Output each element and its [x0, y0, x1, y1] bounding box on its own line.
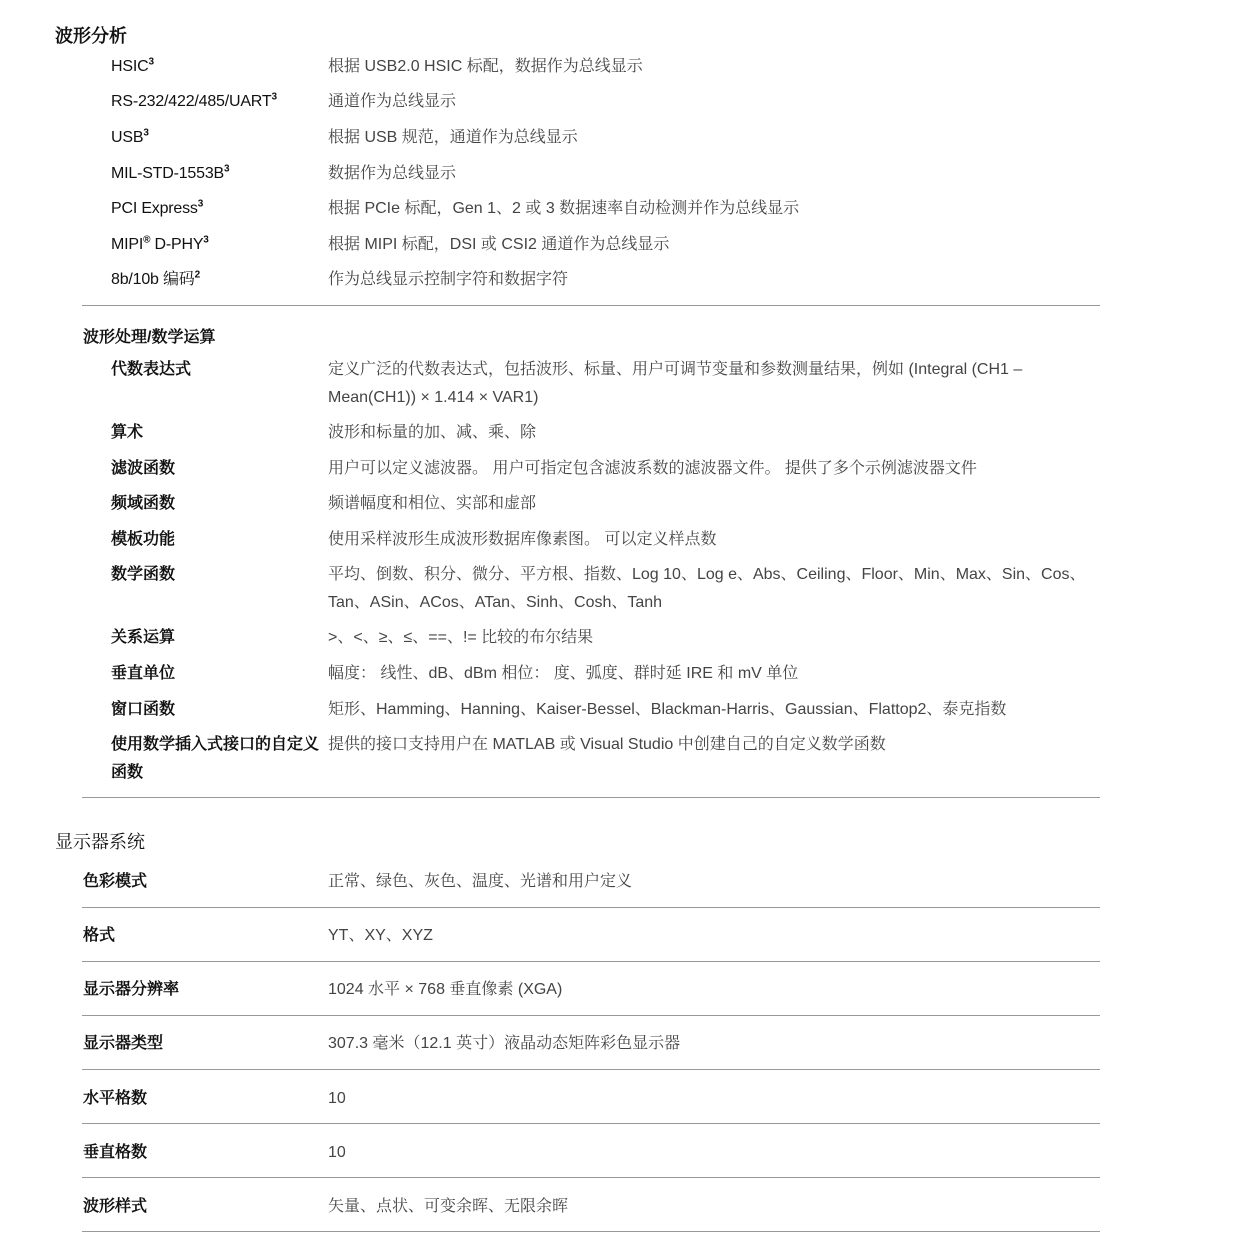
- spec-label: MIL-$STD-1553B^3$: [111, 163, 230, 182]
- divider: [82, 1231, 1100, 1232]
- registered-mark: ®: [143, 234, 151, 246]
- divider: [82, 907, 1100, 908]
- spec-label: RS-232/422/485/UART$^3$: [111, 91, 277, 110]
- spec-label: 垂直单位: [111, 665, 176, 682]
- spec-label: 色彩模式: [83, 873, 148, 890]
- divider: [82, 1015, 1100, 1016]
- spec-value: 根据 USB 规范，通道作为总线显示: [328, 129, 578, 146]
- spec-value: 定义广泛的代数表达式，包括波形、标量、用户可调节变量和参数测量结果，例如 (Integral (CH1 – Mean(CH1)) × 1.414 × VAR1): [328, 361, 1023, 406]
- spec-value: >、<、≥、≤、==、!= 比较的布尔结果: [328, 629, 594, 646]
- spec-label: 使用数学插入式接口的自定义函数: [111, 736, 320, 781]
- spec-label: 数学函数: [111, 566, 176, 583]
- spec-label: 关系运算: [111, 629, 176, 646]
- footnote-marker: 3: [143, 127, 149, 139]
- spec-value: 根据 USB2.0 HSIC 标配，数据作为总线显示: [328, 58, 643, 75]
- spec-label: HSIC$^3$: [111, 56, 154, 75]
- spec-value: 1024 水平 × 768 垂直像素 (XGA): [328, 981, 563, 998]
- spec-label: 代数表达式: [111, 361, 192, 378]
- section-title-waveform-analysis: 波形分析: [55, 26, 127, 46]
- spec-label: MIPI® D-PHY$^3$: [111, 234, 209, 253]
- spec-label: USB$^3$: [111, 127, 149, 146]
- footnote-marker: 2: [194, 269, 200, 281]
- spec-value: 提供的接口支持用户在 MATLAB 或 Visual Studio 中创建自己的自定义数学函数: [328, 736, 886, 753]
- spec-label: 显示器分辨率: [83, 981, 180, 998]
- spec-label: 8b/10b 编码$^2$: [111, 269, 200, 288]
- divider: [82, 1123, 1100, 1124]
- footnote-marker: 3: [224, 163, 230, 175]
- spec-label: 模板功能: [111, 531, 176, 548]
- spec-value: 通道作为总线显示: [328, 93, 457, 110]
- spec-value: 307.3 毫米（12.1 英寸）液晶动态矩阵彩色显示器: [328, 1035, 681, 1052]
- footnote-marker: 3: [203, 234, 209, 246]
- spec-value: 作为总线显示控制字符和数据字符: [328, 271, 569, 288]
- spec-label: 频域函数: [111, 495, 176, 512]
- spec-label: 显示器类型: [83, 1035, 164, 1052]
- section-title-display-system: 显示器系统: [55, 832, 145, 852]
- spec-label: 算术: [111, 424, 144, 441]
- divider: [82, 961, 1100, 962]
- spec-value: 平均、倒数、积分、微分、平方根、指数、Log 10、Log e、Abs、Ceiling、Floor、Min、Max、Sin、Cos、Tan、ASin、ACos、ATan、Sinh、Cosh、Tanh: [328, 566, 1086, 611]
- spec-value: 矢量、点状、可变余晖、无限余晖: [328, 1198, 569, 1215]
- spec-value: 根据 PCIe 标配，Gen 1、2 或 3 数据速率自动检测并作为总线显示: [328, 200, 800, 217]
- divider: [82, 1069, 1100, 1070]
- spec-value: 10: [328, 1090, 346, 1107]
- section-title-waveform-math: 波形处理/数学运算: [83, 329, 216, 346]
- spec-value: 频谱幅度和相位、实部和虚部: [328, 495, 537, 512]
- spec-label: PCI Express$^3$: [111, 198, 204, 217]
- spec-value: YT、XY、XYZ: [328, 927, 433, 944]
- divider: [82, 305, 1100, 306]
- footnote-marker: 3: [271, 91, 277, 103]
- spec-label: 窗口函数: [111, 701, 176, 718]
- spec-value: 使用采样波形生成波形数据库像素图。 可以定义样点数: [328, 531, 717, 548]
- footnote-marker: 3: [148, 56, 154, 68]
- spec-value: 10: [328, 1144, 346, 1161]
- spec-label: 水平格数: [83, 1090, 148, 1107]
- spec-value: 波形和标量的加、减、乘、除: [328, 424, 537, 441]
- footnote-marker: 3: [197, 198, 204, 210]
- divider: [82, 797, 1100, 798]
- spec-value: 幅度： 线性、dB、dBm 相位： 度、弧度、群时延 IRE 和 mV 单位: [328, 665, 799, 682]
- spec-label: 波形样式: [83, 1198, 148, 1215]
- spec-label: 垂直格数: [83, 1144, 148, 1161]
- spec-label: 滤波函数: [111, 460, 176, 477]
- spec-value: 数据作为总线显示: [328, 165, 457, 182]
- divider: [82, 1177, 1100, 1178]
- spec-value: 用户可以定义滤波器。 用户可指定包含滤波系数的滤波器文件。 提供了多个示例滤波器文件: [328, 460, 977, 477]
- spec-value: 正常、绿色、灰色、温度、光谱和用户定义: [328, 873, 633, 890]
- spec-value: 矩形、Hamming、Hanning、Kaiser-Bessel、Blackman-Harris、Gaussian、Flattop2、泰克指数: [328, 701, 1007, 718]
- spec-value: 根据 MIPI 标配，DSI 或 CSI2 通道作为总线显示: [328, 236, 670, 253]
- spec-label: 格式: [83, 927, 116, 944]
